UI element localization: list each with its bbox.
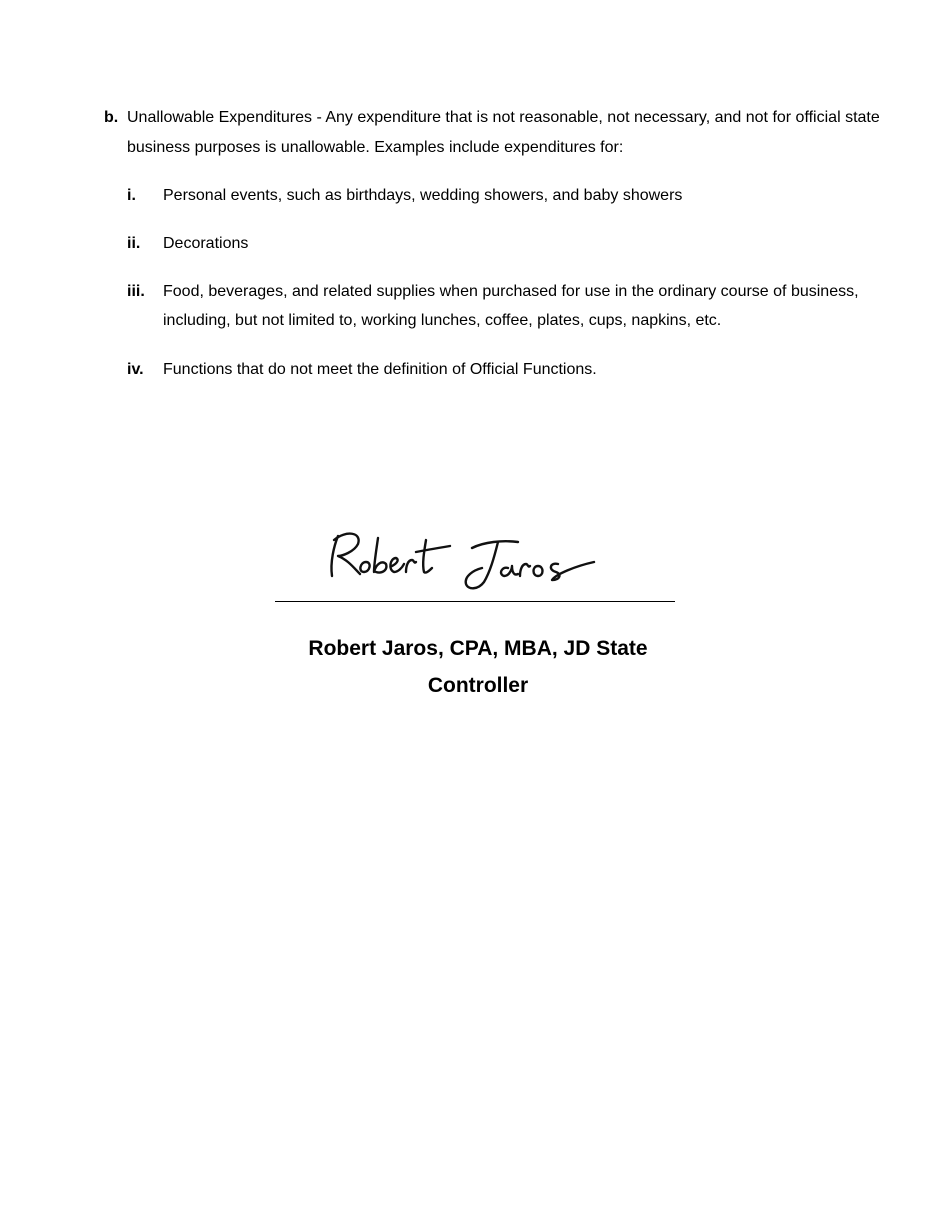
signer-name-title: Robert Jaros, CPA, MBA, JD State Controller xyxy=(308,637,648,697)
list-item-marker: ii. xyxy=(127,235,141,252)
section-b-text: Unallowable Expenditures - Any expenditure that is not reasonable, not necessary, and not for official state business purposes is unallowable. Examples include expenditures for: xyxy=(127,109,880,156)
list-item-text: Decorations xyxy=(163,235,249,252)
signature-line xyxy=(275,601,675,602)
section-b-marker: b. xyxy=(104,109,119,126)
list-item-text: Food, beverages, and related supplies when purchased for use in the ordinary course of business, including, but not limited to, working lunches, coffee, plates, cups, napkins, etc. xyxy=(163,283,859,329)
list-item xyxy=(127,355,867,384)
list-item-marker: iv. xyxy=(127,361,144,378)
list-item-marker: iii. xyxy=(127,283,145,300)
list-item xyxy=(127,229,867,258)
section-b xyxy=(104,103,904,163)
list-item-marker: i. xyxy=(127,187,136,204)
handwritten-signature xyxy=(322,524,612,596)
list-item-text: Functions that do not meet the definition of Official Functions. xyxy=(163,361,597,378)
list-item xyxy=(127,277,867,335)
list-item xyxy=(127,181,867,210)
list-item-text: Personal events, such as birthdays, wedding showers, and baby showers xyxy=(163,187,683,204)
